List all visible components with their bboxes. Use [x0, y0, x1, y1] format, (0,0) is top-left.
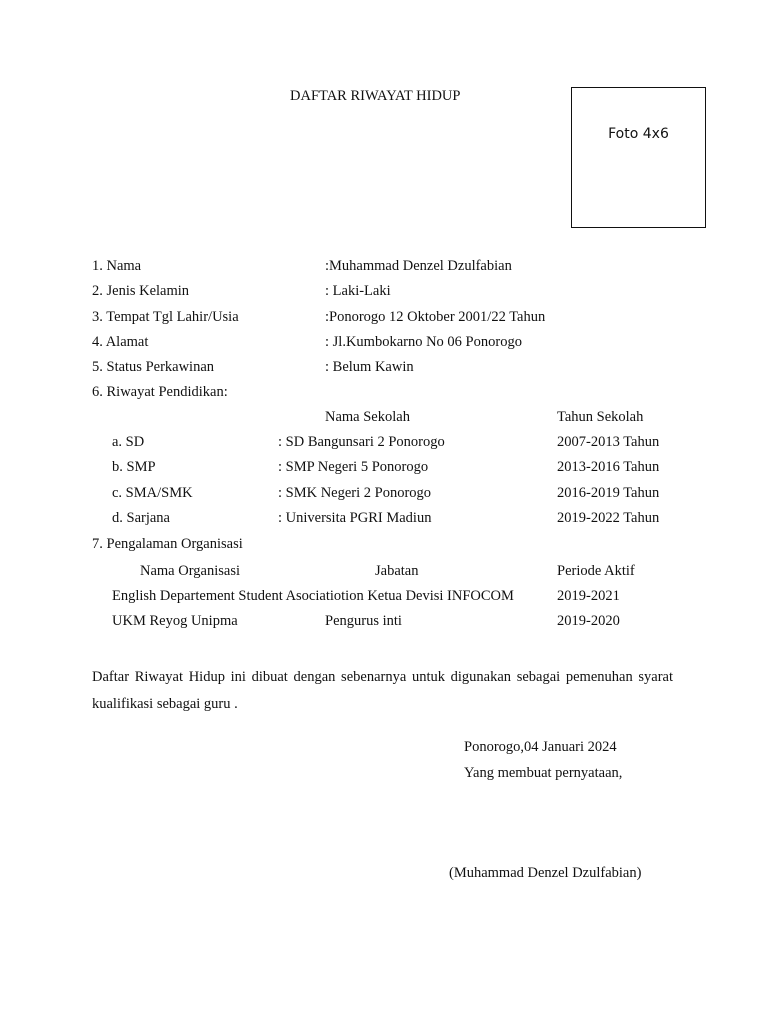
organization-period: 2019-2021 [557, 588, 620, 604]
value-nama: :Muhammad Denzel Dzulfabian [325, 258, 512, 274]
education-level: b. SMP [112, 459, 156, 475]
education-heading: 6. Riwayat Pendidikan: [92, 384, 228, 400]
label-jenis-kelamin: 2. Jenis Kelamin [92, 283, 190, 299]
value-alamat: : Jl.Kumbokarno No 06 Ponorogo [325, 334, 522, 350]
education-level: a. SD [112, 434, 145, 450]
education-years: 2016-2019 Tahun [557, 485, 660, 501]
education-school: : Universita PGRI Madiun [278, 510, 432, 526]
organization-name: English Departement Student Asociatiotion Ketua Devisi INFOCOM [112, 588, 514, 604]
education-school: : SD Bangunsari 2 Ponorogo [278, 434, 445, 450]
photo-placeholder [571, 87, 706, 228]
organization-role: Pengurus inti [325, 613, 402, 629]
label-status-perkawinan: 5. Status Perkawinan [92, 359, 215, 375]
value-jenis-kelamin: : Laki-Laki [325, 283, 391, 299]
organization-period: 2019-2020 [557, 613, 620, 629]
education-col-school: Nama Sekolah [325, 409, 410, 425]
value-tempat-tgl-lahir: :Ponorogo 12 Oktober 2001/22 Tahun [325, 309, 546, 325]
education-col-year: Tahun Sekolah [557, 409, 644, 425]
label-alamat: 4. Alamat [92, 334, 149, 350]
organization-col-role: Jabatan [375, 563, 419, 579]
education-years: 2013-2016 Tahun [557, 459, 660, 475]
made-by: Yang membuat pernyataan, [464, 765, 623, 781]
education-school: : SMP Negeri 5 Ponorogo [278, 459, 429, 475]
education-years: 2019-2022 Tahun [557, 510, 660, 526]
photo-label: Foto 4x6 [608, 126, 669, 142]
label-tempat-tgl-lahir: 3. Tempat Tgl Lahir/Usia [92, 309, 239, 325]
organization-name: UKM Reyog Unipma [112, 613, 238, 629]
education-level: d. Sarjana [112, 510, 170, 526]
education-school: : SMK Negeri 2 Ponorogo [278, 485, 432, 501]
value-status-perkawinan: : Belum Kawin [325, 359, 414, 375]
place-date: Ponorogo,04 Januari 2024 [464, 739, 617, 755]
label-nama: 1. Nama [92, 258, 142, 274]
organization-col-period: Periode Aktif [557, 563, 635, 579]
statement-paragraph: Daftar Riwayat Hidup ini dibuat dengan sebenarnya untuk digunakan sebagai pemenuhan syarat kualifikasi sebagai guru . [92, 669, 673, 712]
education-level: c. SMA/SMK [112, 485, 193, 501]
page-title: DAFTAR RIWAYAT HIDUP [290, 88, 461, 104]
signature-name: (Muhammad Denzel Dzulfabian) [449, 865, 642, 881]
education-years: 2007-2013 Tahun [557, 434, 660, 450]
organization-heading: 7. Pengalaman Organisasi [92, 536, 243, 552]
organization-col-name: Nama Organisasi [140, 563, 240, 579]
